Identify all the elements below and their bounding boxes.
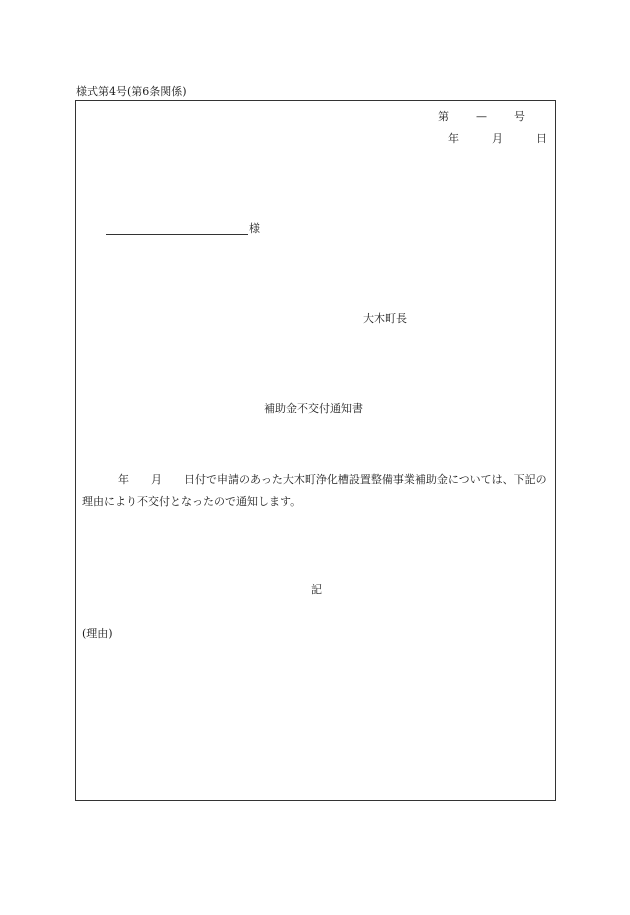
sender-name: 大木町長 <box>363 312 407 325</box>
document-number-line <box>438 111 525 122</box>
document-title: 補助金不交付通知書 <box>264 402 363 415</box>
date-year-label: 年 <box>448 132 459 145</box>
body-month-label: 月 <box>151 473 162 486</box>
issue-date-line <box>448 133 547 144</box>
body-text-rest: 日付で申請のあった大木町浄化槽設置整備事業補助金については、下記の理由により不交付となったので通知します。 <box>82 473 547 508</box>
form-number-label: 様式第4号(第6条関係) <box>76 85 187 98</box>
ki-heading: 記 <box>311 583 322 596</box>
reason-label: (理由) <box>82 627 113 640</box>
number-dash: — <box>476 110 487 123</box>
addressee-name-line <box>106 234 248 235</box>
number-suffix: 号 <box>514 110 525 123</box>
addressee-honorific: 様 <box>249 222 260 235</box>
date-month-label: 月 <box>492 132 503 145</box>
body-year-label: 年 <box>118 473 129 486</box>
number-prefix: 第 <box>438 110 449 123</box>
date-day-label: 日 <box>536 132 547 145</box>
document-frame <box>75 100 556 801</box>
body-paragraph <box>82 469 552 513</box>
